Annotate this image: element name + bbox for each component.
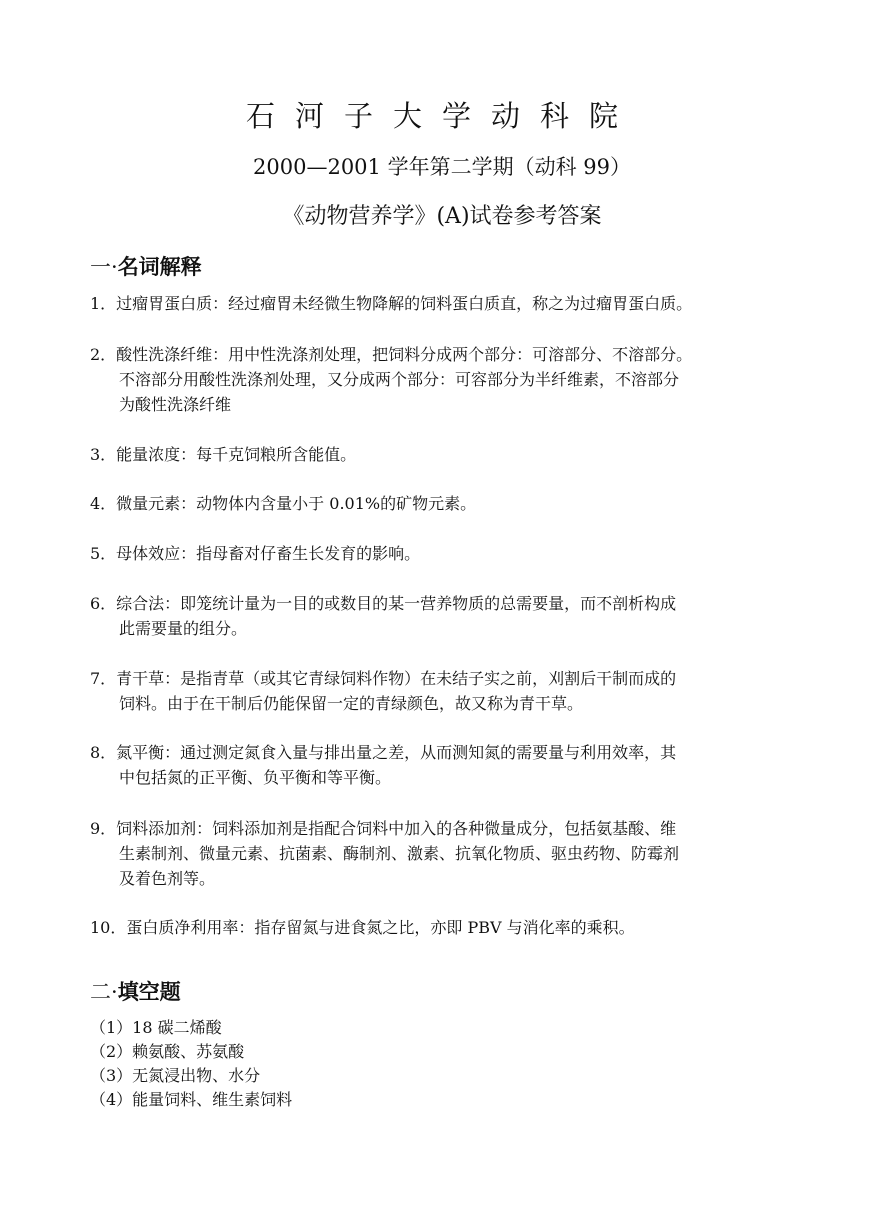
section-heading-fill-blanks: [90, 977, 181, 1007]
definition-line: 6．综合法：即笼统计量为一目的或数目的某一营养物质的总需要量，而不剖析构成: [90, 594, 677, 613]
definition-line: 5．母体效应：指母畜对仔畜生长发育的影响。: [90, 544, 421, 563]
definition-item: [90, 740, 802, 790]
section-number: 二·: [90, 980, 118, 1004]
definition-line: 9．饲料添加剂：饲料添加剂是指配合饲料中加入的各种微量成分，包括氨基酸、维: [90, 819, 677, 838]
section-number: 一·: [90, 255, 118, 279]
definition-line: 3．能量浓度：每千克饲粮所含能值。: [90, 445, 357, 464]
definition-line: 中包括氮的正平衡、负平衡和等平衡。: [119, 768, 392, 787]
definition-line: 不溶部分用酸性洗涤剂处理，又分成两个部分：可容部分为半纤维素，不溶部分: [119, 370, 680, 389]
definition-line: 1．过瘤胃蛋白质：经过瘤胃未经微生物降解的饲料蛋白质直，称之为过瘤胃蛋白质。: [90, 294, 693, 313]
fill-blank-answer: （2）赖氨酸、苏氨酸: [90, 1042, 245, 1061]
definition-line: 2．酸性洗涤纤维：用中性洗涤剂处理，把饲料分成两个部分：可溶部分、不溶部分。: [90, 345, 693, 364]
definition-item: [90, 442, 802, 467]
definition-line: 8．氮平衡：通过测定氮食入量与排出量之差，从而测知氮的需要量与利用效率，其: [90, 743, 677, 762]
definition-line: 10．蛋白质净利用率：指存留氮与进食氮之比，亦即 PBV 与消化率的乘积。: [90, 918, 635, 937]
exam-title: 《动物营养学》(A)试卷参考答案: [282, 204, 602, 229]
term-title: 2000—2001 学年第二学期（动科 99）: [253, 155, 631, 179]
definition-line: 及着色剂等。: [119, 869, 216, 888]
definition-line: 7．青干草：是指青草（或其它青绿饲料作物）在未结子实之前，刈割后干制而成的: [90, 669, 677, 688]
section-heading-definitions: [90, 252, 202, 282]
fill-blank-answer: （1）18 碳二烯酸: [90, 1018, 222, 1037]
definition-item: [90, 541, 802, 566]
definition-line: 为酸性洗涤纤维: [119, 395, 232, 414]
definition-line: 此需要量的组分。: [119, 619, 248, 638]
definition-item: [90, 591, 802, 641]
definition-item: [90, 491, 802, 516]
definition-item: [90, 291, 802, 316]
definition-item: [90, 342, 802, 417]
definition-line: 生素制剂、微量元素、抗菌素、酶制剂、激素、抗氧化物质、驱虫药物、防霉剂: [119, 844, 680, 863]
definition-item: [90, 915, 802, 940]
university-title: 石河子大学动科院: [245, 99, 638, 133]
section-title: 名词解释: [117, 255, 202, 279]
definition-item: [90, 666, 802, 716]
definition-line: 4．微量元素：动物体内含量小于 0.01%的矿物元素。: [90, 494, 477, 513]
section-title: 填空题: [117, 980, 181, 1004]
definition-line: 饲料。由于在干制后仍能保留一定的青绿颜色，故又称为青干草。: [119, 694, 584, 713]
fill-blank-list: [90, 1016, 292, 1112]
fill-blank-answer: （4）能量饲料、维生素饲料: [90, 1090, 293, 1109]
definition-item: [90, 816, 802, 891]
fill-blank-answer: （3）无氮浸出物、水分: [90, 1066, 261, 1085]
